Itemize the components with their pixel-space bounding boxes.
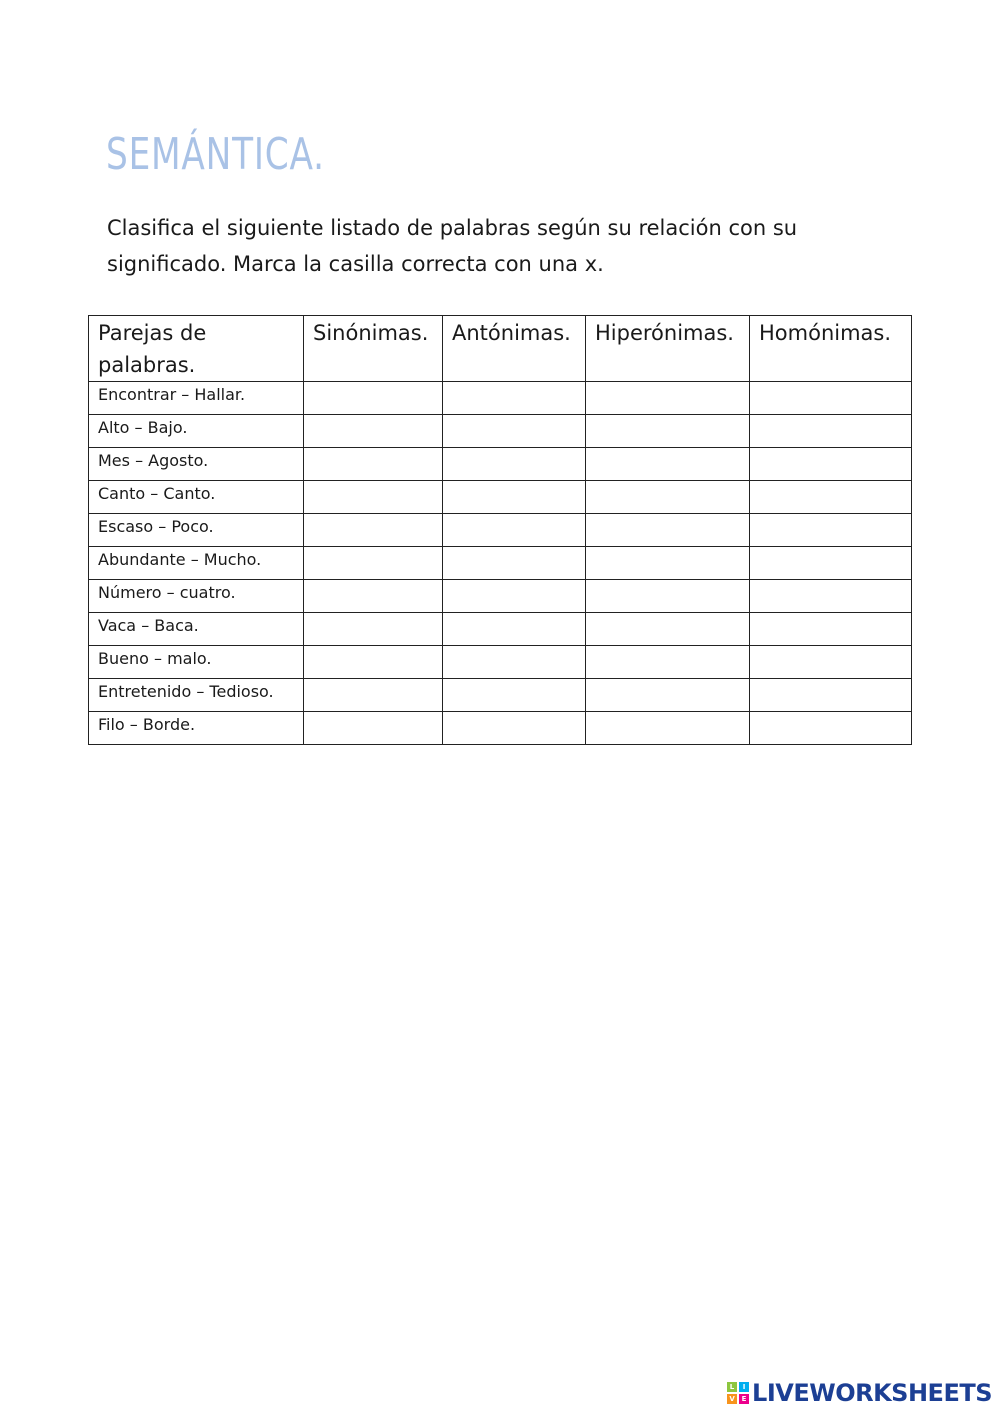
table-body — [89, 382, 912, 745]
antonym-checkbox-cell[interactable] — [443, 580, 586, 613]
classification-table — [88, 315, 912, 745]
antonym-checkbox-cell[interactable] — [443, 514, 586, 547]
table-row — [89, 382, 912, 415]
antonym-checkbox-cell[interactable] — [443, 679, 586, 712]
table-header-row — [89, 316, 912, 382]
table-row — [89, 646, 912, 679]
hyperonym-checkbox-cell[interactable] — [586, 382, 750, 415]
liveworksheets-logo-icon — [727, 1382, 749, 1404]
synonym-checkbox-cell[interactable] — [304, 547, 443, 580]
liveworksheets-logo — [727, 1381, 992, 1405]
homonym-checkbox-cell[interactable] — [750, 514, 912, 547]
synonym-checkbox-cell[interactable] — [304, 646, 443, 679]
word-pair-cell: Bueno – malo. — [89, 646, 304, 679]
table-row — [89, 514, 912, 547]
logo-text: LIVEWORKSHEETS — [752, 1379, 992, 1407]
table-row — [89, 679, 912, 712]
word-pair-cell: Vaca – Baca. — [89, 613, 304, 646]
word-pair-cell: Escaso – Poco. — [89, 514, 304, 547]
synonym-checkbox-cell[interactable] — [304, 448, 443, 481]
hyperonym-checkbox-cell[interactable] — [586, 580, 750, 613]
hyperonym-checkbox-cell[interactable] — [586, 481, 750, 514]
homonym-checkbox-cell[interactable] — [750, 580, 912, 613]
antonym-checkbox-cell[interactable] — [443, 448, 586, 481]
word-pair-cell: Mes – Agosto. — [89, 448, 304, 481]
hyperonym-checkbox-cell[interactable] — [586, 448, 750, 481]
antonym-checkbox-cell[interactable] — [443, 712, 586, 745]
homonym-checkbox-cell[interactable] — [750, 481, 912, 514]
homonym-checkbox-cell[interactable] — [750, 646, 912, 679]
header-antonyms: Antónimas. — [443, 316, 586, 382]
word-pair-cell: Número – cuatro. — [89, 580, 304, 613]
header-word-pairs: Parejas de palabras. — [89, 316, 304, 382]
synonym-checkbox-cell[interactable] — [304, 580, 443, 613]
homonym-checkbox-cell[interactable] — [750, 448, 912, 481]
synonym-checkbox-cell[interactable] — [304, 712, 443, 745]
hyperonym-checkbox-cell[interactable] — [586, 679, 750, 712]
hyperonym-checkbox-cell[interactable] — [586, 712, 750, 745]
synonym-checkbox-cell[interactable] — [304, 415, 443, 448]
instructions-text: Clasifica el siguiente listado de palabras según su relación con su significado. Marca la casilla correcta con una x. — [107, 216, 798, 276]
table-row — [89, 481, 912, 514]
homonym-checkbox-cell[interactable] — [750, 712, 912, 745]
table-row — [89, 712, 912, 745]
homonym-checkbox-cell[interactable] — [750, 613, 912, 646]
logo-letter-e: E — [739, 1394, 749, 1404]
hyperonym-checkbox-cell[interactable] — [586, 415, 750, 448]
homonym-checkbox-cell[interactable] — [750, 547, 912, 580]
word-pair-cell: Encontrar – Hallar. — [89, 382, 304, 415]
table-row — [89, 613, 912, 646]
synonym-checkbox-cell[interactable] — [304, 613, 443, 646]
table-row — [89, 547, 912, 580]
logo-letter-v: V — [727, 1394, 737, 1404]
hyperonym-checkbox-cell[interactable] — [586, 613, 750, 646]
homonym-checkbox-cell[interactable] — [750, 679, 912, 712]
table-row — [89, 580, 912, 613]
page-title: SEMÁNTICA. — [106, 129, 325, 180]
synonym-checkbox-cell[interactable] — [304, 481, 443, 514]
word-pair-cell: Entretenido – Tedioso. — [89, 679, 304, 712]
antonym-checkbox-cell[interactable] — [443, 547, 586, 580]
table-row — [89, 415, 912, 448]
word-pair-cell: Alto – Bajo. — [89, 415, 304, 448]
antonym-checkbox-cell[interactable] — [443, 613, 586, 646]
word-pair-cell: Filo – Borde. — [89, 712, 304, 745]
logo-letter-i: I — [739, 1382, 749, 1392]
homonym-checkbox-cell[interactable] — [750, 415, 912, 448]
antonym-checkbox-cell[interactable] — [443, 382, 586, 415]
hyperonym-checkbox-cell[interactable] — [586, 646, 750, 679]
logo-letter-l: L — [727, 1382, 737, 1392]
header-synonyms: Sinónimas. — [304, 316, 443, 382]
antonym-checkbox-cell[interactable] — [443, 646, 586, 679]
synonym-checkbox-cell[interactable] — [304, 679, 443, 712]
homonym-checkbox-cell[interactable] — [750, 382, 912, 415]
table-row — [89, 448, 912, 481]
antonym-checkbox-cell[interactable] — [443, 415, 586, 448]
synonym-checkbox-cell[interactable] — [304, 514, 443, 547]
header-hyperonyms: Hiperónimas. — [586, 316, 750, 382]
hyperonym-checkbox-cell[interactable] — [586, 547, 750, 580]
synonym-checkbox-cell[interactable] — [304, 382, 443, 415]
hyperonym-checkbox-cell[interactable] — [586, 514, 750, 547]
antonym-checkbox-cell[interactable] — [443, 481, 586, 514]
header-homonyms: Homónimas. — [750, 316, 912, 382]
word-pair-cell: Abundante – Mucho. — [89, 547, 304, 580]
word-pair-cell: Canto – Canto. — [89, 481, 304, 514]
